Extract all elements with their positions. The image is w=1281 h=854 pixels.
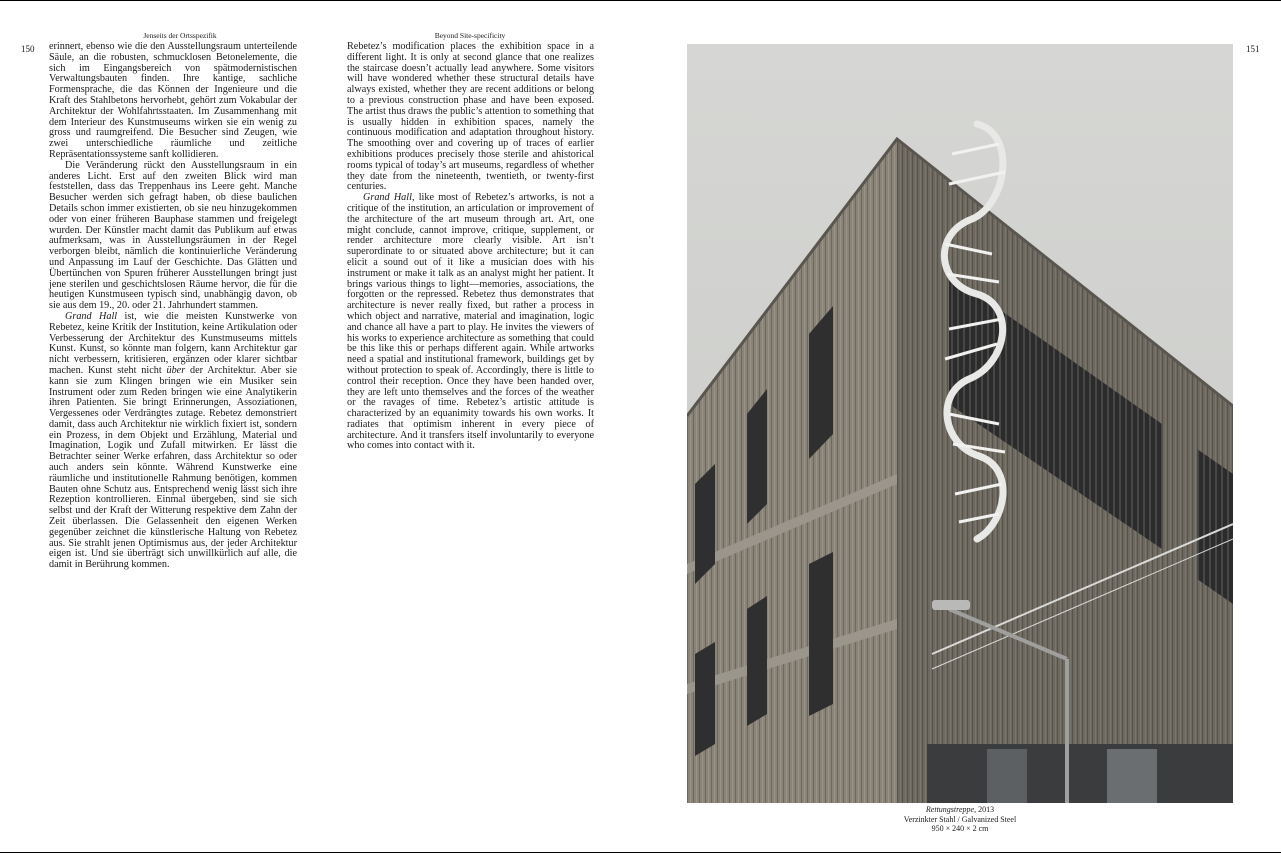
staircase-building-image xyxy=(687,44,1233,803)
caption-title: Rettungstreppe xyxy=(925,805,975,814)
german-paragraph-3 xyxy=(49,312,297,571)
caption-dimensions: 950 × 240 × 2 cm xyxy=(931,824,989,833)
right-running-head: Beyond Site-specificity xyxy=(434,31,506,40)
german-paragraph-3-part-b: der Architektur. Aber sie kann sie zum Klingen bringen wie ein Musiker sein Instrument oder zum Reden bringen wie eine Analytikerin ihren Patienten. Sie bringt Erinnerungen, Assoziationen, Vergessenes oder Verdrängtes zutage. Rebetez demonstriert damit, dass auch Architektur nie wirklich fixiert ist, sondern ein Prozess, in dem Objekt und Erzählung, Material und Imagination, Logik und Zufall mitwirken. Er lässt die Betrachter seiner Werke erfahren, dass Architektur so oder auch anders sein könnte. Während Kunstwerke eine räumliche und institutionelle Rahmung benötigen, kommen Bauten ohne Schutz aus. Entsprechend wenig lässt sich ihre Rezeption kontrollieren. Einmal übergeben, sind sie sich selbst und der Kraft der Witterung respektive dem Zahn der Zeit überlassen. Die Gelassenheit den eigenen Werken gegenüber zeichnet die künstlerische Haltung von Rebetez aus. Sie strahlt jenen Optimismus aus, der jeder Architektur eigen ist. Und sie überträgt sich unwillkürlich auf alle, die damit in Berührung kommen. xyxy=(49,364,297,571)
work-title-de: Grand Hall xyxy=(65,310,118,322)
right-page-number: 151 xyxy=(1246,44,1260,54)
caption-year: , 2013 xyxy=(974,805,995,814)
english-paragraph-2-text: , like most of Rebetez’s artworks, is not a critique of the institution, an articulation or improvement of the architecture of the art museum through art. Art, one might conclude, cannot improve, critique, supplement, or render architecture more clearly visible. Art isn’t superordinate to or situated above architecture; but it can elicit a sound out of it like a musician does with his instrument or make it talk as an analyst might her patient. It brings various things to light—memories, associations, the forgotten or the repressed. Rebetez thus demonstrates that architecture is never really fixed, but rather a process in which object and narrative, material and imagination, logic and chance all have a part to play. He invites the viewers of his works to experience architecture as something that could be this like this or perhaps different again. While artworks need a spatial and institutional framework, buildings get by without protection to speak of. Accordingly, there is little to control their reception. Once they have been handed over, they are left unto themselves and the forces of the weather or the ravages of time. Rebetez’s artistic attitude is characterized by an equanimity towards his own works. It radiates that optimism inherent in every piece of architecture. And it transfers itself involuntarily to everyone who comes into contact with it. xyxy=(347,192,594,452)
building-photograph xyxy=(687,44,1233,803)
left-page-number: 150 xyxy=(21,44,35,54)
german-paragraph-3-part-a: ist, wie die meisten Kunstwerke von Rebetez, keine Kritik der Institution, keine Artikulation oder Verbesserung der Architektur des Kunstmuseums mittels Kunst. Kunst, so könnte man folgern, kann Architektur gar nicht verbessern, kritisieren, ergänzen oder klarer sichtbar machen. Kunst steht nicht xyxy=(49,310,297,376)
left-running-head: Jenseits der Ortsspezifik xyxy=(143,31,217,40)
english-text-column xyxy=(347,42,594,452)
german-text-column xyxy=(49,42,297,571)
caption-material: Verzinkter Stahl / Galvanized Steel xyxy=(903,814,1017,824)
top-rule xyxy=(0,0,1281,1)
caption-title-line xyxy=(860,805,1060,815)
german-paragraph-1: erinnert, ebenso wie die den Ausstellungsraum unterteilende Säule, an die robusten, schmucklosen Betonelemente, die sich im Eingangsbereich von spätmodernistischen Verwaltungsbauten finden. Ihre kantige, sachliche Formensprache, die das Können der Ingenieure und die Kraft des Stahlbetons hervorhebt, gehört zum Vokabular der Architektur der Wohlfahrtsstaaten. Im Zusammenhang mit dem Interieur des Kunstmuseums wirken sie ein wenig zu gross und raumgreifend. Die Besucher sind Zeugen, wie zwei unterschiedliche räumliche und zeitliche Repräsentationssysteme sanft kollidieren. xyxy=(49,41,297,160)
english-paragraph-1: Rebetez’s modification places the exhibition space in a different light. It is only at second glance that one realizes the staircase doesn’t actually lead anywhere. Some visitors will have wondered whether these structural details have always existed, whether they are recent additions or belong to a previous construction phase and have been exposed. The artist thus draws the public’s attention to something that is usually hidden in exhibition spaces, namely the continuous modification and adaptation throughout history. The smoothing over and covering up of traces of earlier exhibitions produces precisely those sterile and ahistorical rooms typical of today’s art museums, regardless of whether they date from the nineteenth, twentieth, or twenty-first centuries. xyxy=(347,41,594,193)
emphasis-ueber: über xyxy=(166,364,186,376)
work-title-en: Grand Hall xyxy=(363,192,412,204)
figure-caption xyxy=(860,805,1060,834)
german-paragraph-2: Die Veränderung rückt den Ausstellungsraum in ein anderes Licht. Erst auf den zweiten Blick wird man feststellen, dass das Treppenhaus ins Leere geht. Manche Besucher werden sich gefragt haben, ob diese baulichen Details schon immer existierten, ob sie neu hinzugekommen oder von einer früheren Bauphase stammen und freigelegt wurden. Der Künstler macht damit das Publikum auf etwas aufmerksam, was in Ausstellungsräumen in der Regel verborgen bleibt, nämlich die kontinuierliche Veränderung und Anpassung im Lauf der Geschichte. Das Glätten und Übertünchen von Spuren früherer Ausstellungen bringt just jene sterilen und geschichtslosen Räume hervor, die für die heutigen Kunstmuseen typisch sind, unabhängig davon, ob sie aus dem 19., 20. oder 21. Jahrhundert stammen. xyxy=(49,159,297,312)
bottom-rule xyxy=(0,852,1281,853)
english-paragraph-2 xyxy=(347,193,594,452)
